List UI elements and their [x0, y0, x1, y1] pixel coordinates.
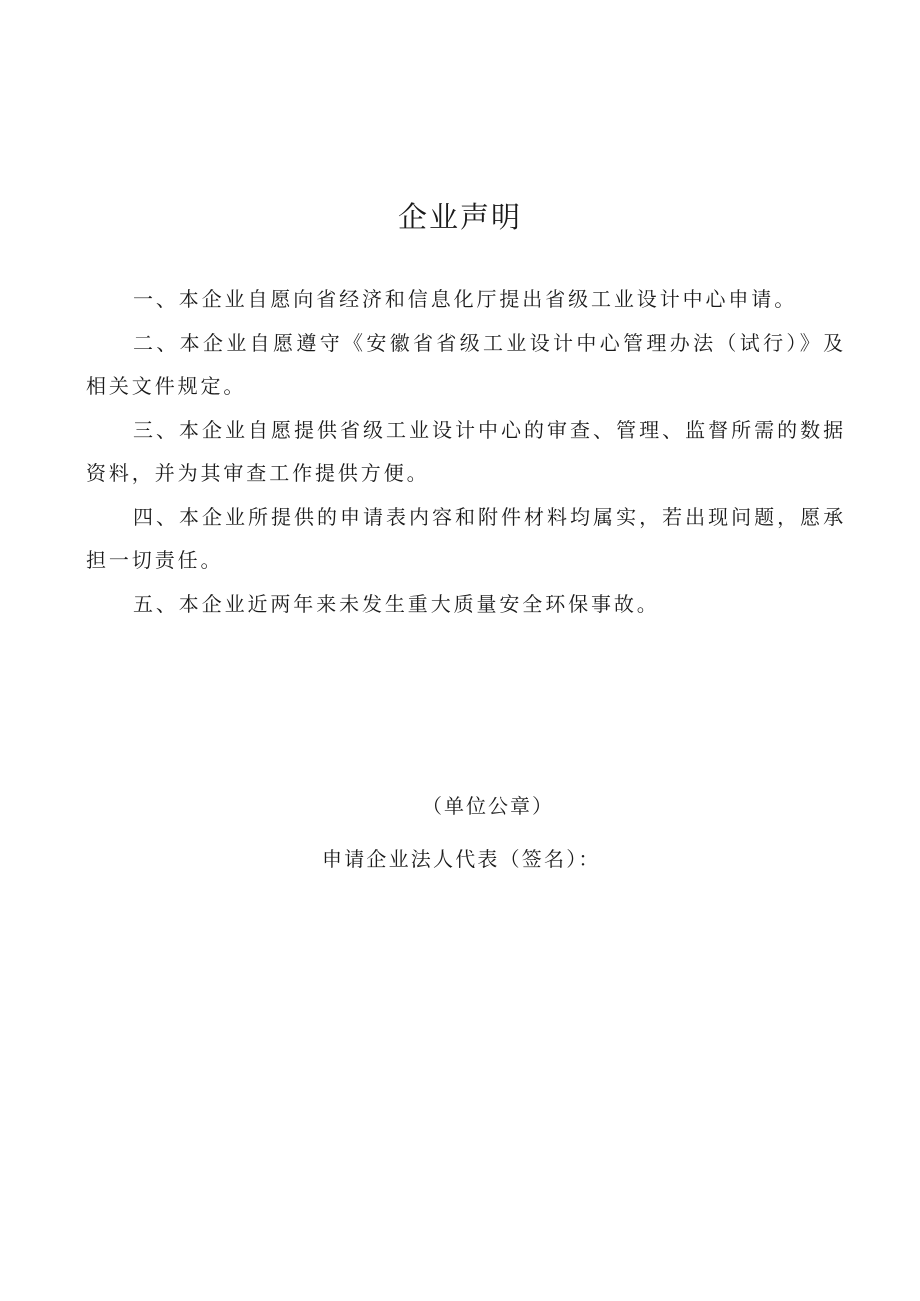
document-title: 企业声明: [397, 200, 522, 234]
legal-representative-signature-label: 申请企业法人代表（签名）：: [322, 847, 601, 871]
declaration-item-2: 二、本企业自愿遵守《安徽省省级工业设计中心管理办法（试行）》及相关文件规定。: [86, 330, 846, 398]
declaration-item-4: 四、本企业所提供的申请表内容和附件材料均属实，若出现问题，愿承担一切责任。: [86, 504, 846, 572]
declaration-item-5: 五、本企业近两年来未发生重大质量安全环保事故。: [133, 591, 660, 616]
declaration-item-3: 三、本企业自愿提供省级工业设计中心的审查、管理、监督所需的数据资料，并为其审查工作提供方便。: [86, 417, 846, 485]
company-seal-label: （单位公章）: [422, 794, 554, 818]
declaration-body: [86, 278, 846, 626]
declaration-item-1: 一、本企业自愿向省经济和信息化厅提出省级工业设计中心申请。: [133, 287, 798, 311]
